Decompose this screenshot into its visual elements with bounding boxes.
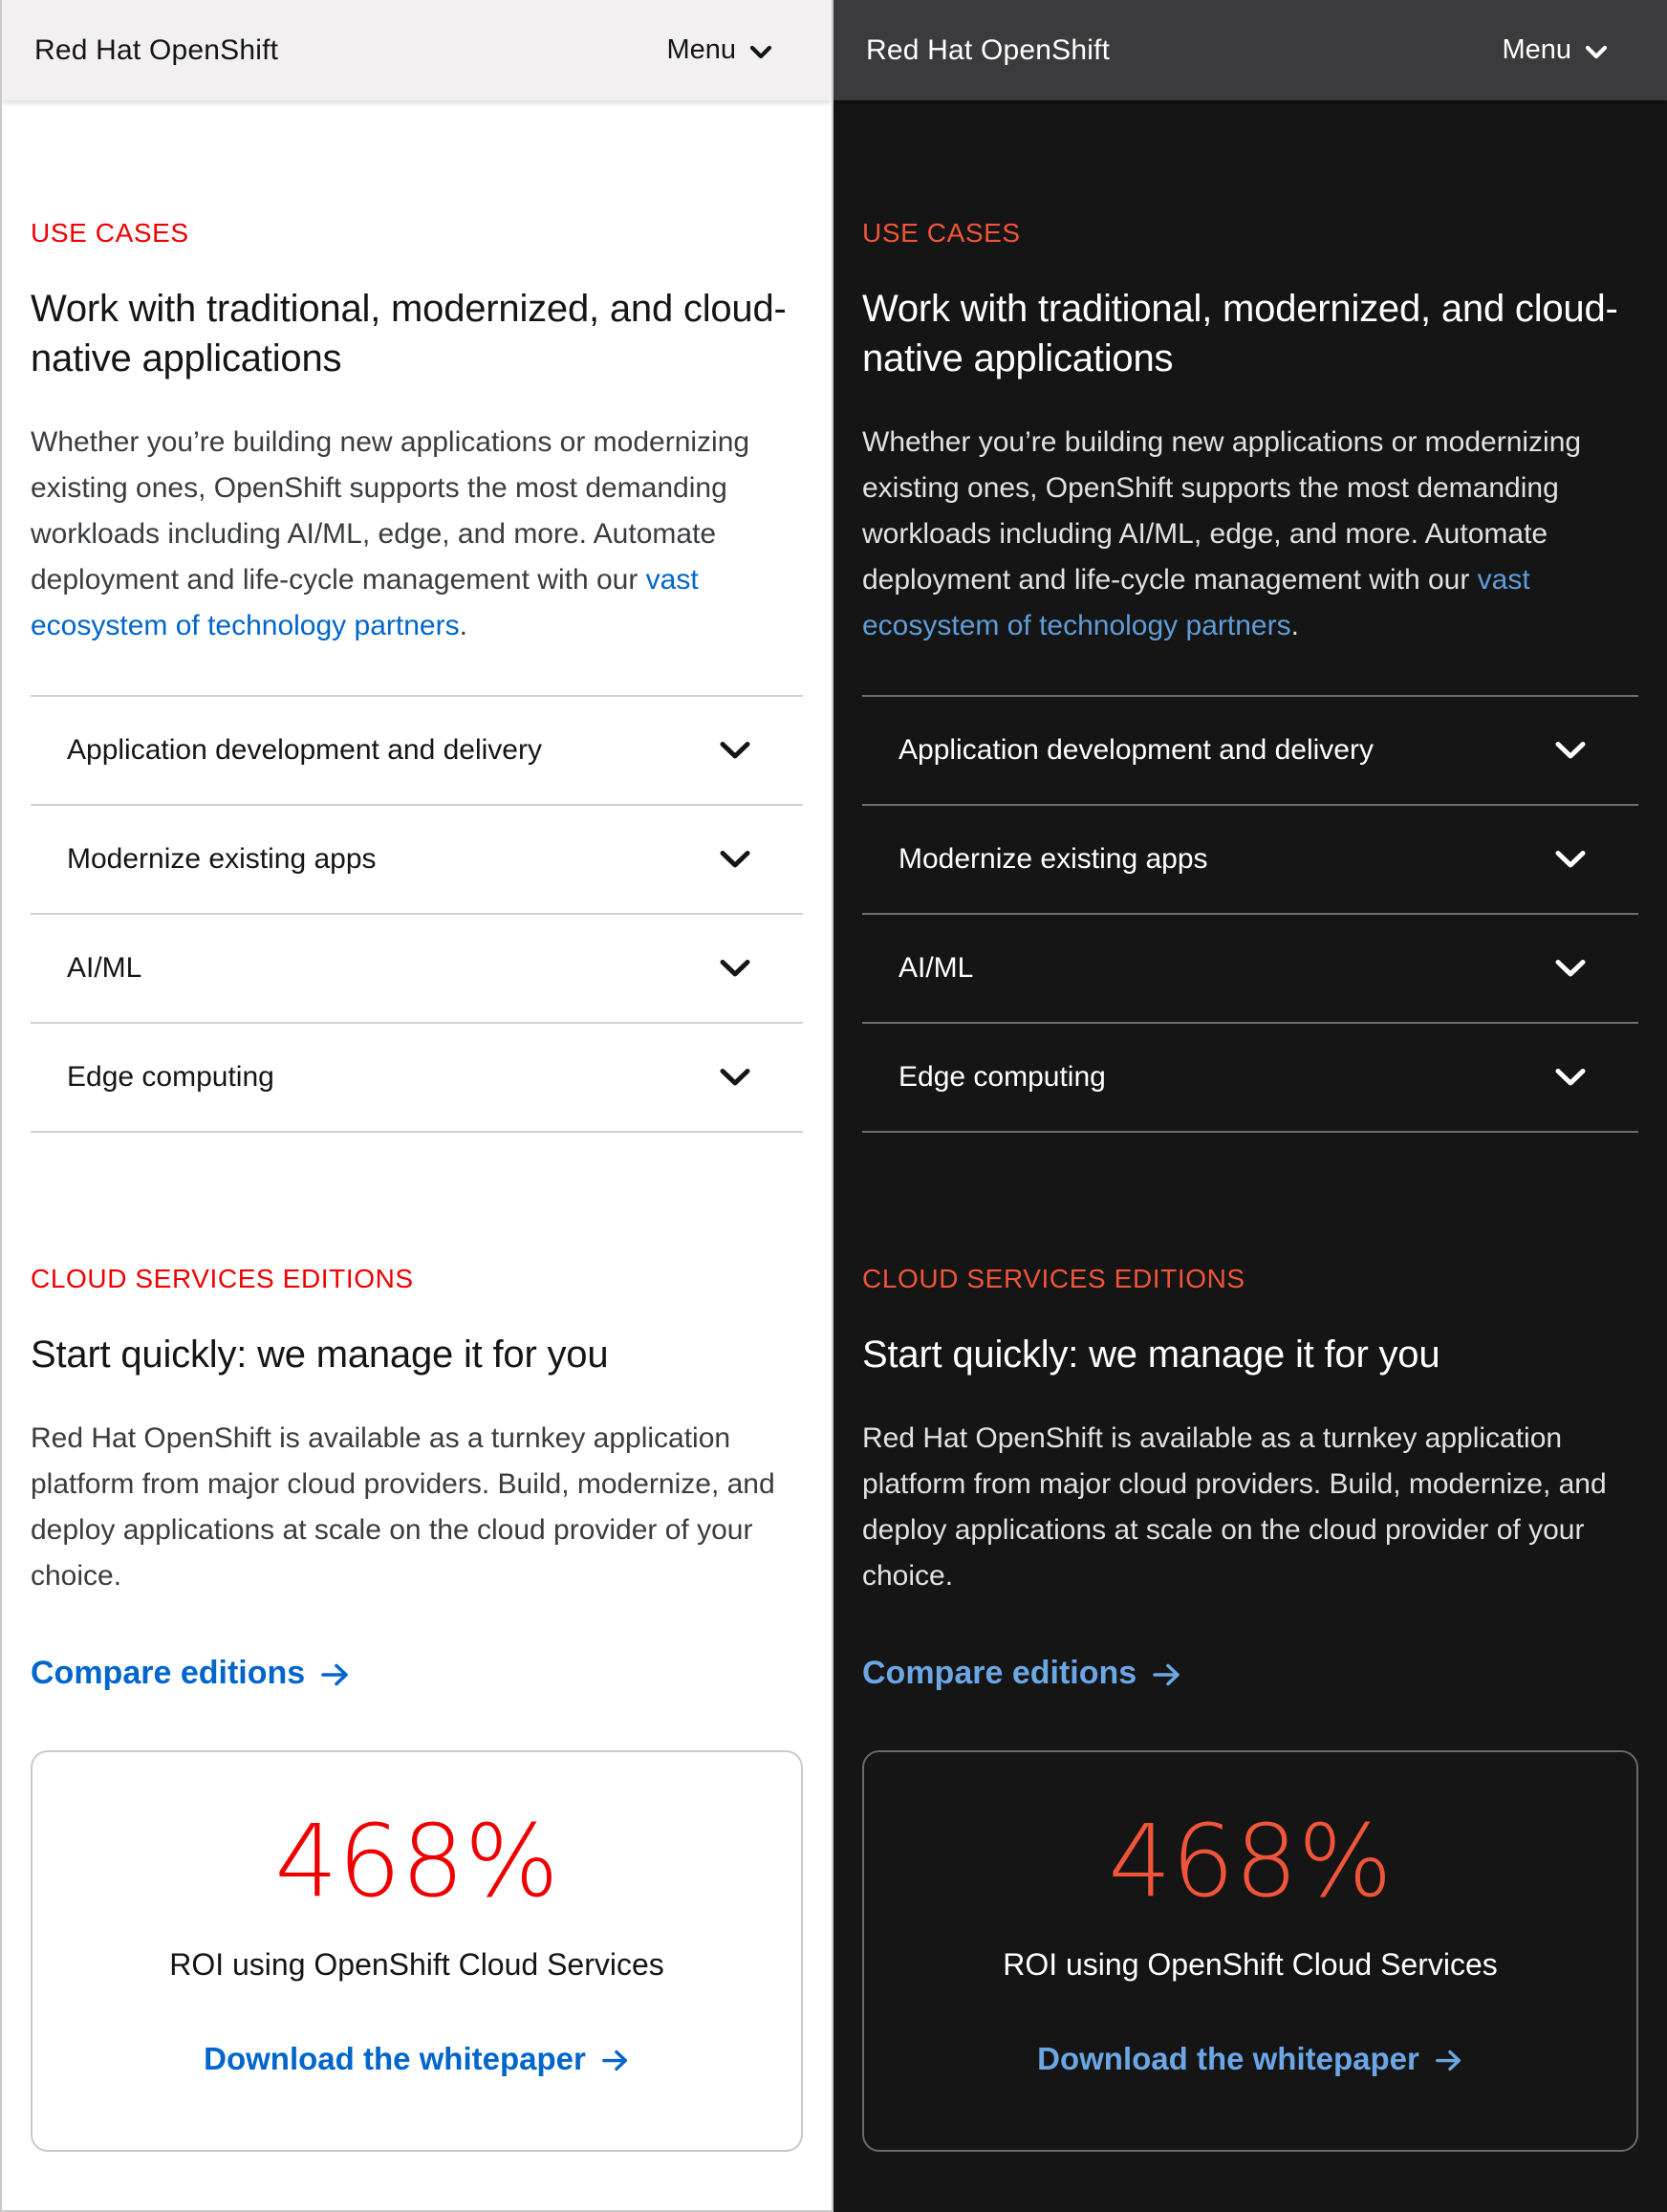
menu-button[interactable] [1502, 34, 1608, 66]
accordion-item-aiml [31, 913, 803, 1022]
accordion-toggle-aiml[interactable] [862, 915, 1638, 1022]
chevron-down-icon [1554, 849, 1587, 870]
paragraph-text: Whether you’re building new applications or modernizing existing ones, OpenShift supports the most demanding workloads including AI/ML, edge, and more. Automate deployment and life-cycle management with our [862, 426, 1582, 596]
masthead [834, 0, 1667, 100]
chevron-down-icon [1554, 958, 1587, 979]
use-cases-heading: Work with traditional, modernized, and cloud-native applications [31, 288, 787, 380]
cloud-services-eyebrow: CLOUD SERVICES EDITIONS [31, 1264, 414, 1293]
download-whitepaper-link[interactable] [1037, 2037, 1463, 2081]
download-whitepaper-label: Download the whitepaper [204, 2041, 586, 2076]
page-content [2, 215, 832, 2152]
chevron-down-icon [719, 1067, 751, 1088]
accordion-item-app-dev [31, 695, 803, 804]
accordion-label: AI/ML [67, 952, 142, 984]
technology-partners-link[interactable]: vast ecosystem of technology partners [862, 564, 1530, 641]
chevron-down-icon [1554, 740, 1587, 761]
accordion-item-aiml [862, 913, 1638, 1022]
brand-title: Red Hat OpenShift [866, 33, 1111, 66]
download-whitepaper-link[interactable] [204, 2037, 630, 2081]
accordion-toggle-app-dev[interactable] [862, 697, 1638, 804]
chevron-down-icon [719, 849, 751, 870]
use-cases-heading: Work with traditional, modernized, and cloud-native applications [862, 288, 1618, 380]
compare-editions-label: Compare editions [862, 1655, 1137, 1691]
accordion-toggle-aiml[interactable] [31, 915, 803, 1022]
chevron-down-icon [1554, 1067, 1587, 1088]
use-cases-paragraph [31, 420, 803, 649]
cloud-services-heading: Start quickly: we manage it for you [31, 1334, 609, 1376]
accordion-item-modernize [862, 804, 1638, 913]
cloud-services-paragraph: Red Hat OpenShift is available as a turnkey application platform from major cloud providers. Build, modernize, and deploy applications at scale on the cloud provider of your choice. [862, 1422, 1607, 1592]
accordion-label: AI/ML [898, 952, 974, 984]
arrow-right-icon [320, 1659, 351, 1687]
paragraph-text: Whether you’re building new applications or modernizing existing ones, OpenShift supports the most demanding workloads including AI/ML, edge, and more. Automate deployment and life-cycle management with our [31, 426, 750, 596]
accordion-label: Edge computing [67, 1061, 274, 1093]
arrow-right-icon [601, 2046, 630, 2072]
panel-dark-theme [834, 0, 1667, 2212]
accordion-label: Modernize existing apps [898, 843, 1208, 875]
arrow-right-icon [1435, 2046, 1463, 2072]
accordion-item-modernize [31, 804, 803, 913]
accordion-toggle-edge[interactable] [31, 1024, 803, 1131]
roi-stat-caption: ROI using OpenShift Cloud Services [1003, 1947, 1498, 1982]
chevron-down-icon [719, 740, 751, 761]
accordion-toggle-edge[interactable] [862, 1024, 1638, 1131]
brand-title: Red Hat OpenShift [34, 33, 279, 66]
download-whitepaper-label: Download the whitepaper [1037, 2041, 1419, 2076]
accordion-label: Application development and delivery [67, 734, 542, 766]
use-cases-accordion [31, 695, 803, 1133]
compare-editions-label: Compare editions [31, 1655, 306, 1691]
cloud-services-paragraph: Red Hat OpenShift is available as a turnkey application platform from major cloud providers. Build, modernize, and deploy applications at scale on the cloud provider of your choice. [31, 1422, 775, 1592]
accordion-toggle-app-dev[interactable] [31, 697, 803, 804]
masthead [2, 0, 832, 100]
cloud-services-heading: Start quickly: we manage it for you [862, 1334, 1440, 1376]
use-cases-paragraph [862, 420, 1638, 649]
roi-stat-caption: ROI using OpenShift Cloud Services [169, 1947, 664, 1982]
chevron-down-icon [1585, 41, 1608, 60]
compare-editions-link[interactable] [31, 1651, 351, 1695]
roi-stat-value: 468% [1108, 1803, 1393, 1919]
use-cases-accordion [862, 695, 1638, 1133]
chevron-down-icon [749, 41, 772, 60]
accordion-item-edge [31, 1022, 803, 1133]
use-cases-eyebrow: USE CASES [31, 218, 189, 248]
chevron-down-icon [719, 958, 751, 979]
accordion-label: Modernize existing apps [67, 843, 377, 875]
accordion-label: Edge computing [898, 1061, 1106, 1093]
paragraph-text-end: . [459, 610, 467, 641]
accordion-label: Application development and delivery [898, 734, 1374, 766]
accordion-item-app-dev [862, 695, 1638, 804]
cloud-services-eyebrow: CLOUD SERVICES EDITIONS [862, 1264, 1245, 1293]
menu-label: Menu [666, 34, 736, 65]
use-cases-eyebrow: USE CASES [862, 218, 1021, 248]
paragraph-text-end: . [1290, 610, 1299, 641]
roi-stat-value: 468% [274, 1803, 559, 1919]
roi-stat-card [31, 1750, 803, 2152]
page-content [834, 215, 1667, 2152]
accordion-item-edge [862, 1022, 1638, 1133]
roi-stat-card [862, 1750, 1638, 2152]
menu-label: Menu [1502, 34, 1571, 65]
menu-button[interactable] [666, 34, 772, 66]
accordion-toggle-modernize[interactable] [862, 806, 1638, 913]
compare-editions-link[interactable] [862, 1651, 1182, 1695]
technology-partners-link[interactable]: vast ecosystem of technology partners [31, 564, 699, 641]
accordion-toggle-modernize[interactable] [31, 806, 803, 913]
arrow-right-icon [1152, 1659, 1182, 1687]
